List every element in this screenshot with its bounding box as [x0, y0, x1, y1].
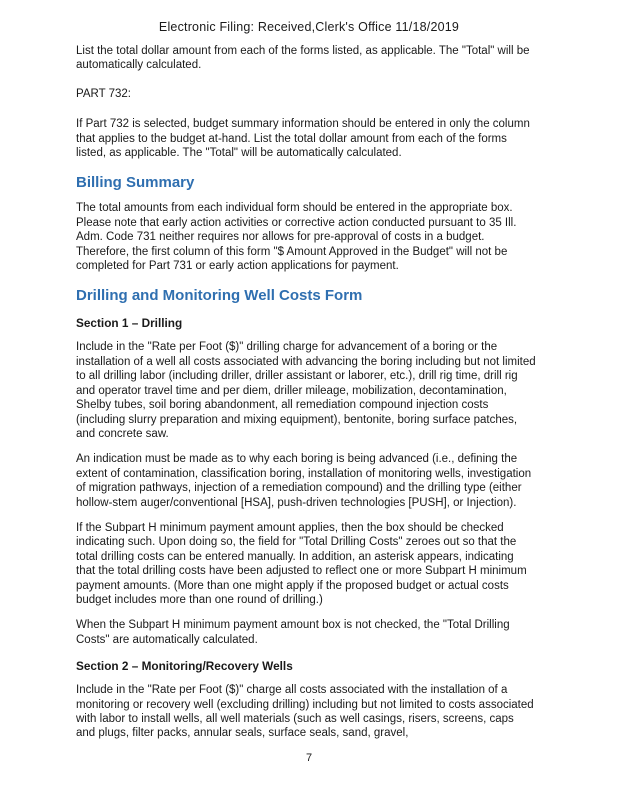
part-732-paragraph: If Part 732 is selected, budget summary information should be entered in only the column that applies to the budget at-hand. List the total dollar amount from each of the forms listed, as applicable. The "Total" will be automatically calculated.	[76, 118, 530, 160]
page-number: 7	[305, 752, 313, 764]
section-1-paragraph: An indication must be made as to why each boring is being advanced (i.e., defining the extent of contamination, classification boring, installation of monitoring wells, investigation of migration pathways, injection of a remediation compound) and the drilling type (either hollow-stem auger/conventional [HSA], push-driven technologies [PUSH], or Injection).	[76, 453, 532, 509]
section-2-paragraph: Include in the "Rate per Foot ($)" charge all costs associated with the installation of a monitoring or recovery well (excluding drilling) including but not limited to costs associated with labor to install wells, all well materials (such as well casings, risers, screens, caps and plugs, filter packs, annular seals, surface seals, sand, gravel,	[76, 684, 534, 740]
section-2-heading: Section 2 – Monitoring/Recovery Wells	[76, 659, 293, 674]
section-1-paragraph: Include in the "Rate per Foot ($)" drilling charge for advancement of a boring or the installation of a well all costs associated with advancing the boring including but not limited to all drilling labor (including driller, driller assistant or laborer, etc.), drill rig time, drill rig and operator travel time and per diem, driller mileage, mobilization, decontamination, Shelby tubes, soil boring abandonment, all remediation compound injection costs (including slurry preparation and mixing equipment), bentonite, boring surface patches, and concrete saw.	[76, 341, 536, 440]
intro-paragraph: List the total dollar amount from each of the forms listed, as applicable. The "Total" will be automatically calculated.	[76, 45, 530, 72]
part-732-label: PART 732:	[76, 87, 131, 100]
section-1-paragraph: If the Subpart H minimum payment amount applies, then the box should be checked indicating such. Upon doing so, the field for "Total Drilling Costs" zeroes out so that the total drilling costs can be entered manually. In addition, an asterisk appears, indicating that the total drilling costs have been adjusted to reflect one or more Subpart H minimum payment amounts. (More than one might apply if the proposed budget or actual costs budget includes more than one round of drilling.)	[76, 521, 527, 606]
section-1-heading: Section 1 – Drilling	[76, 316, 183, 331]
section-1-paragraph: When the Subpart H minimum payment amount box is not checked, the "Total Drilling Costs" are automatically calculated.	[76, 619, 510, 646]
drilling-form-heading: Drilling and Monitoring Well Costs Form	[76, 287, 363, 305]
document-body	[76, 44, 536, 752]
filing-stamp: Electronic Filing: Received,Clerk's Office 11/18/2019	[158, 20, 460, 34]
billing-summary-paragraph: The total amounts from each individual form should be entered in the appropriate box. Please note that early action activities or corrective action conducted pursuant to 35 Ill. Adm. Code 731 neither requires nor allows for pre-approval of costs in a budget. Therefore, the first column of this form "$ Amount Approved in the Budget" will not be completed for Part 731 or early action applications for payment.	[76, 202, 517, 273]
billing-summary-heading: Billing Summary	[76, 174, 195, 192]
